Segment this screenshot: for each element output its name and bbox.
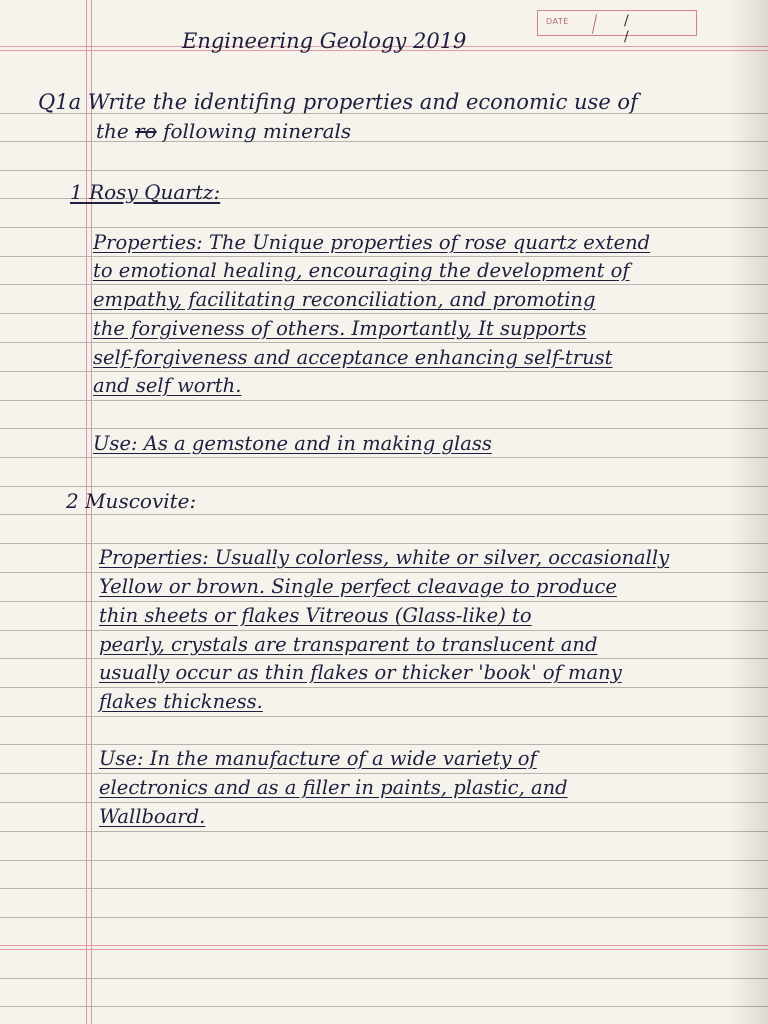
ruled-line — [0, 514, 768, 515]
date-box — [537, 10, 697, 45]
use-line: Wallboard. — [99, 805, 206, 828]
ruled-line — [0, 572, 768, 573]
ruled-line — [0, 170, 768, 171]
properties-line: and self worth. — [93, 374, 242, 397]
properties-line: Properties: The Unique properties of rose quartz extend — [93, 231, 651, 254]
date-value: / / — [624, 13, 653, 45]
question-line-2 — [96, 119, 351, 143]
ruled-line — [0, 457, 768, 458]
properties-line: Properties: Usually colorless, white or silver, occasionally — [99, 546, 670, 569]
ruled-line — [0, 744, 768, 745]
ruled-line — [0, 428, 768, 429]
ruled-line — [0, 256, 768, 257]
use-line: electronics and as a filler in paints, plastic, and — [99, 776, 568, 799]
struck-out-word: ro — [135, 119, 157, 143]
ruled-line — [0, 601, 768, 602]
ruled-line — [0, 630, 768, 631]
ruled-line — [0, 687, 768, 688]
bottom-margin-line-2 — [0, 949, 768, 950]
question-word: the — [96, 119, 129, 143]
question-continuation: following minerals — [163, 119, 352, 143]
ruled-line — [0, 1006, 768, 1007]
ruled-line — [0, 543, 768, 544]
use-line: Use: In the manufacture of a wide variety of — [99, 747, 537, 770]
ruled-line — [0, 802, 768, 803]
ruled-line — [0, 400, 768, 401]
properties-line: self-forgiveness and acceptance enhancing self-trust — [93, 346, 613, 369]
properties-line: Yellow or brown. Single perfect cleavage to produce — [99, 575, 617, 598]
properties-line: the forgiveness of others. Importantly, It supports — [93, 317, 587, 340]
ruled-line — [0, 917, 768, 918]
ruled-line — [0, 284, 768, 285]
ruled-line — [0, 773, 768, 774]
rosy-quartz-use: Use: As a gemstone and in making glass — [93, 432, 492, 455]
question-number: Q1a — [38, 90, 82, 114]
ruled-line — [0, 313, 768, 314]
properties-line: thin sheets or flakes Vitreous (Glass-like) to — [99, 604, 532, 627]
ruled-line — [0, 486, 768, 487]
ruled-line — [0, 831, 768, 832]
ruled-line — [0, 978, 768, 979]
properties-line: empathy, facilitating reconciliation, and promoting — [93, 288, 596, 311]
bottom-margin-line — [0, 945, 768, 946]
properties-line: to emotional healing, encouraging the development of — [93, 259, 630, 282]
date-separator — [592, 14, 597, 34]
properties-line: flakes thickness. — [99, 690, 263, 713]
ruled-line — [0, 227, 768, 228]
mineral-heading-rosy-quartz: 1 Rosy Quartz: — [70, 180, 221, 204]
date-label: DATE — [546, 17, 569, 26]
page-title: Engineering Geology 2019 — [182, 29, 467, 53]
mineral-heading-muscovite: 2 Muscovite: — [66, 489, 197, 513]
ruled-line — [0, 860, 768, 861]
question-line-1 — [38, 90, 638, 114]
question-text: Write the identifing properties and economic use of — [87, 90, 638, 114]
ruled-line — [0, 888, 768, 889]
properties-line: pearly, crystals are transparent to translucent and — [99, 633, 598, 656]
ruled-line — [0, 371, 768, 372]
ruled-line — [0, 342, 768, 343]
ruled-line — [0, 716, 768, 717]
properties-line: usually occur as thin flakes or thicker 'book' of many — [99, 661, 622, 684]
ruled-line — [0, 658, 768, 659]
